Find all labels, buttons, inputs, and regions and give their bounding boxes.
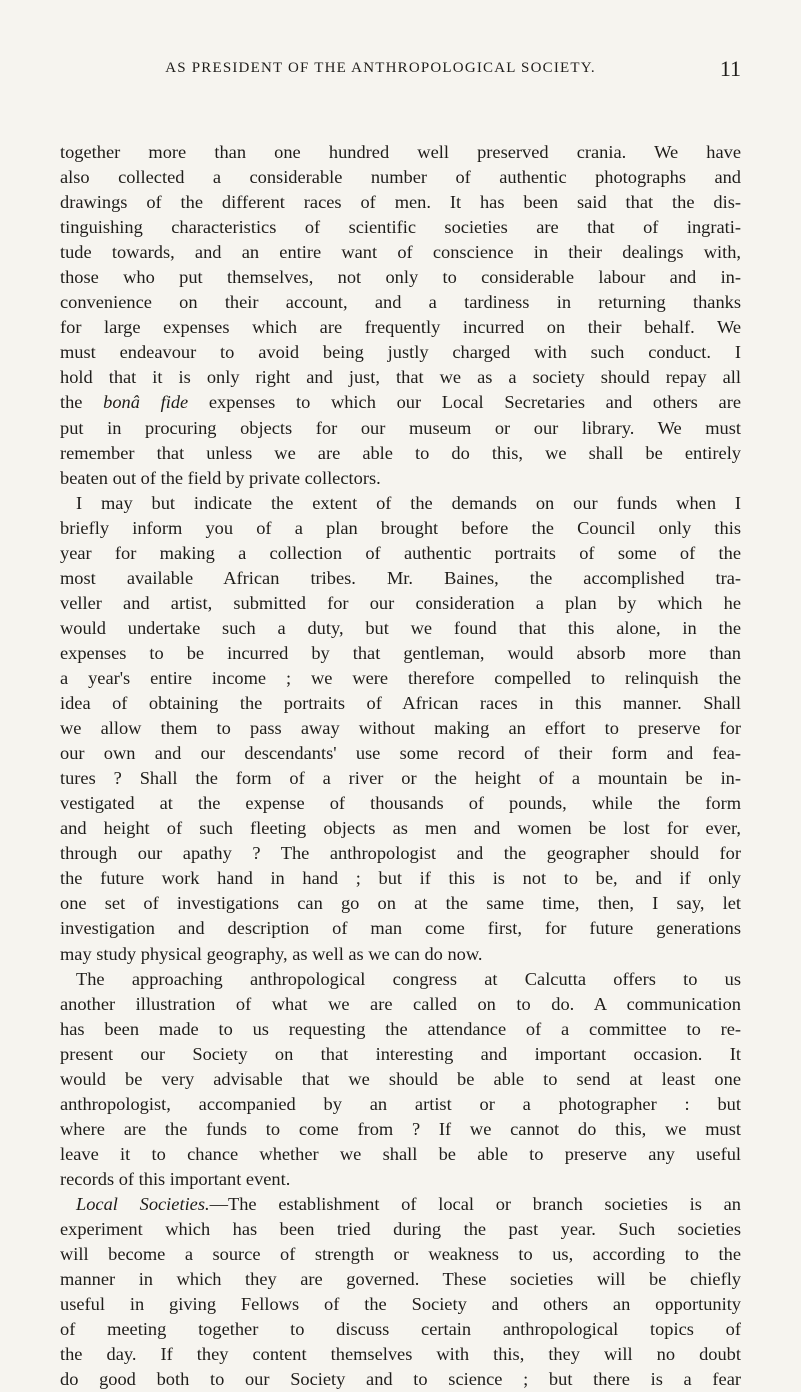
line-text: another illustration of what we are called on to do. A communication xyxy=(60,993,741,1014)
text-line xyxy=(60,741,741,766)
text-line xyxy=(60,841,741,866)
line-text: tures ? Shall the form of a river or the height of a mountain be in- xyxy=(60,768,741,789)
text-line xyxy=(60,1117,741,1142)
line-text: for large expenses which are frequently incurred on their behalf. We xyxy=(60,317,741,338)
text-line xyxy=(60,891,741,916)
text-line xyxy=(60,691,741,716)
text-line xyxy=(60,1092,741,1117)
line-text: the future work hand in hand ; but if this is not to be, and if only xyxy=(60,868,741,889)
line-text: leave it to chance whether we shall be able to preserve any useful xyxy=(60,1143,741,1164)
text-line xyxy=(60,641,741,666)
line-text: hold that it is only right and just, that we as a society should repay all xyxy=(60,367,741,388)
line-text: anthropologist, accompanied by an artist or a photographer : but xyxy=(60,1093,741,1114)
line-text: The approaching anthropological congress at Calcutta offers to us xyxy=(76,968,741,989)
text-line xyxy=(60,616,741,641)
line-text: together more than one hundred well preserved crania. We have xyxy=(60,142,741,162)
text-line xyxy=(60,1217,741,1242)
text-line xyxy=(60,416,741,441)
text-line xyxy=(60,441,741,466)
line-text: our own and our descendants' use some record of their form and fea- xyxy=(60,743,741,764)
text-line xyxy=(60,265,741,290)
text-line xyxy=(60,1017,741,1042)
line-text: put in procuring objects for our museum or our library. We must xyxy=(60,417,741,438)
line-text: useful in giving Fellows of the Society and others an opportunity xyxy=(60,1294,741,1315)
text-line xyxy=(60,315,741,340)
line-text: must endeavour to avoid being justly charged with such conduct. I xyxy=(60,342,741,363)
line-text: experiment which has been tried during the past year. Such societies xyxy=(60,1219,741,1240)
line-text: the day. If they content themselves with this, they will no doubt xyxy=(60,1344,741,1365)
line-text: tinguishing characteristics of scientific societies are that of ingrati- xyxy=(60,217,741,238)
line-text: will become a source of strength or weakness to us, according to the xyxy=(60,1244,741,1265)
line-text: vestigated at the expense of thousands of pounds, while the form xyxy=(60,793,741,814)
line-text: —The establishment of local or branch societies is an xyxy=(209,1193,741,1214)
line-text: tude towards, and an entire want of conscience in their dealings with, xyxy=(60,242,741,263)
text-line xyxy=(60,1342,741,1367)
text-line xyxy=(60,466,741,491)
text-line xyxy=(60,516,741,541)
text-line xyxy=(60,240,741,265)
line-text: idea of obtaining the portraits of African races in this manner. Shall xyxy=(60,693,741,714)
page-number: 11 xyxy=(719,56,741,81)
text-line xyxy=(60,942,741,967)
text-line xyxy=(60,716,741,741)
text-line xyxy=(60,766,741,791)
text-line xyxy=(60,1317,741,1342)
line-text: a year's entire income ; we were therefore compelled to relinquish the xyxy=(60,667,741,688)
text-line xyxy=(60,1267,741,1292)
text-line xyxy=(60,1042,741,1067)
line-text: may study physical geography, as well as we can do now. xyxy=(60,943,483,964)
line-text: drawings of the different races of men. It has been said that the dis- xyxy=(60,192,741,213)
italic-phrase: Local Societies. xyxy=(76,1193,210,1214)
text-line xyxy=(60,541,741,566)
text-line xyxy=(60,666,741,691)
line-text: the xyxy=(60,392,104,413)
line-text: year for making a collection of authentic portraits of some of the xyxy=(60,542,741,563)
line-text: beaten out of the field by private collectors. xyxy=(60,467,381,488)
line-text: veller and artist, submitted for our consideration a plan by which he xyxy=(60,592,741,613)
line-text: one set of investigations can go on at the same time, then, I say, let xyxy=(60,893,741,914)
line-text: and height of such fleeting objects as men and women be lost for ever, xyxy=(60,818,741,839)
running-title: AS PRESIDENT OF THE ANTHROPOLOGICAL SOCIETY. xyxy=(165,60,596,76)
text-line xyxy=(60,791,741,816)
text-line xyxy=(60,290,741,315)
line-text: of meeting together to discuss certain anthropological topics of xyxy=(60,1319,741,1340)
text-line xyxy=(60,390,741,415)
line-text: those who put themselves, not only to considerable labour and in- xyxy=(60,267,741,288)
text-line xyxy=(60,816,741,841)
running-header xyxy=(60,56,741,92)
line-text: manner in which they are governed. These societies will be chiefly xyxy=(60,1269,741,1290)
line-text: records of this important event. xyxy=(60,1168,291,1189)
line-text: do good both to our Society and to science ; but there is a fear xyxy=(60,1369,741,1390)
line-text: we allow them to pass away without making an effort to preserve for xyxy=(60,718,741,739)
text-line xyxy=(60,1242,741,1267)
text-line xyxy=(60,1192,741,1217)
line-text: would undertake such a duty, but we found that this alone, in the xyxy=(60,617,741,638)
text-line xyxy=(60,1167,741,1192)
text-line xyxy=(60,866,741,891)
italic-phrase: bonâ fide xyxy=(103,392,189,413)
text-line xyxy=(60,365,741,390)
body-text xyxy=(60,140,741,1392)
line-text: briefly inform you of a plan brought before the Council only this xyxy=(60,517,741,538)
text-line xyxy=(60,165,741,190)
line-text: also collected a considerable number of authentic photographs and xyxy=(60,167,741,188)
text-line xyxy=(60,591,741,616)
line-text: where are the funds to come from ? If we cannot do this, we must xyxy=(60,1118,741,1139)
line-text: through our apathy ? The anthropologist and the geographer should for xyxy=(60,843,741,864)
text-line xyxy=(60,916,741,941)
line-text: expenses to be incurred by that gentleman, would absorb more than xyxy=(60,642,741,663)
text-line xyxy=(60,1067,741,1092)
text-line xyxy=(60,190,741,215)
text-line xyxy=(60,566,741,591)
text-line xyxy=(60,215,741,240)
line-text: investigation and description of man come first, for future generations xyxy=(60,918,741,939)
line-text: present our Society on that interesting and important occasion. It xyxy=(60,1043,741,1064)
text-line xyxy=(60,1142,741,1167)
line-text: has been made to us requesting the attendance of a committee to re- xyxy=(60,1018,741,1039)
text-line xyxy=(60,967,741,992)
text-line xyxy=(60,340,741,365)
line-text: convenience on their account, and a tardiness in returning thanks xyxy=(60,292,741,313)
line-text: most available African tribes. Mr. Baines, the accomplished tra- xyxy=(60,567,741,588)
line-text: I may but indicate the extent of the demands on our funds when I xyxy=(76,492,741,513)
line-text: expenses to which our Local Secretaries and others are xyxy=(188,392,741,413)
text-line xyxy=(60,140,741,165)
text-line xyxy=(60,992,741,1017)
text-line xyxy=(60,491,741,516)
text-line xyxy=(60,1367,741,1392)
line-text: remember that unless we are able to do this, we shall be entirely xyxy=(60,442,741,463)
text-line xyxy=(60,1292,741,1317)
line-text: would be very advisable that we should be able to send at least one xyxy=(60,1068,741,1089)
